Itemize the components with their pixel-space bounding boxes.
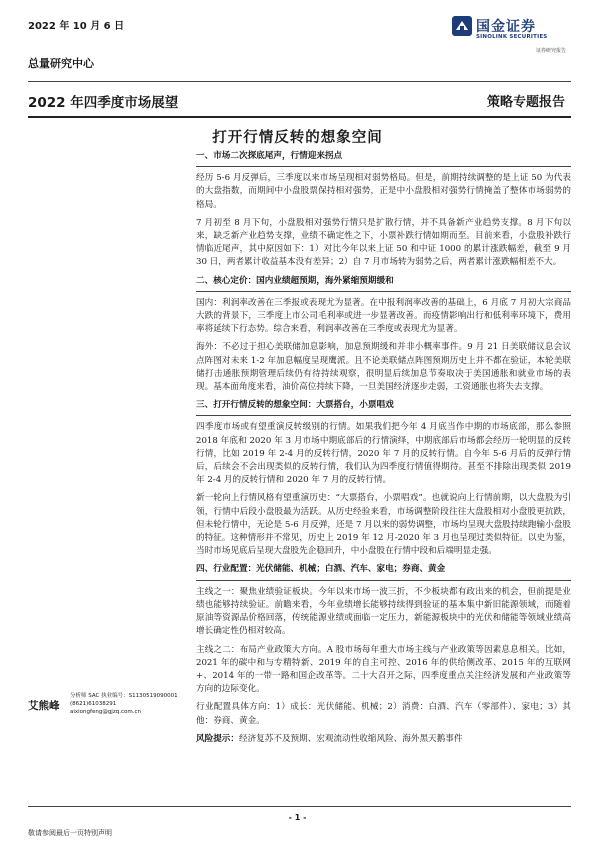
page-number: - 1 - bbox=[288, 813, 307, 822]
paragraph: 主线之一：聚焦业绩验证板块。今年以来市场一波三折，不少板块都有政出来的机会，但前提是业绩也能够持续验证。前瞻来看，今年业绩增长能够持续得到验证的基本集中新旧能源领域，而随着原油等资源品价格回落，传统能源业绩或面临一定压力，新能源板块中的光伏和储能等领域业绩高增长确定性仍相对较高。 bbox=[196, 586, 571, 637]
report-subtitle: 打开行情反转的想象空间 bbox=[212, 129, 383, 146]
footer-rule bbox=[28, 806, 571, 807]
analyst-credentials bbox=[70, 692, 190, 716]
paragraph: 行业配置具体方向：1）成长：光伏储能、机械；2）消费：白酒、汽车（零部件）、家电；3）其他：券商、黄金。 bbox=[196, 702, 571, 726]
report-type: 策略专题报告 bbox=[486, 95, 565, 110]
section-heading: 三、打开行情反转的想象空间：大票搭台，小票唱戏 bbox=[196, 399, 571, 416]
disclaimer: 敬请参阅最后一页特别声明 bbox=[28, 829, 112, 837]
report-date: 2022 年 10 月 6 日 bbox=[28, 21, 125, 32]
company-logo bbox=[452, 15, 580, 60]
paragraph: 海外：不必过于担心美联储加息影响，加息预期缓和并非小概率事件。9 月 21 日美联储议息会议点阵图对未来 1-2 年加息幅度呈现鹰派。且不论美联储点阵图预期历史上并不都在验证，本轮美联储打击通胀预期管理后续仍有待持续观察，很明显后续加息节奏取决于美国通胀和就业市场的表现。基本面角度来看，油价高位持续下降，一旦美国经济逐步走弱，工资通胀也将失去支撑。 bbox=[196, 342, 571, 393]
header-rule-top bbox=[28, 81, 571, 82]
logo-en: SINOLINK SECURITIES bbox=[476, 34, 548, 40]
risk-warning bbox=[196, 733, 571, 746]
logo-cn: 国金证券 bbox=[476, 19, 536, 35]
section-heading: 二、核心定价：国内业绩超预期，海外紧缩预期缓和 bbox=[196, 275, 571, 292]
section-heading: 一、市场二次探底尾声，行情迎来拐点 bbox=[196, 150, 571, 167]
analyst-email: aixiongfeng@gjzq.com.cn bbox=[70, 709, 141, 715]
department: 总量研究中心 bbox=[28, 57, 94, 70]
analyst-sac: 分析师 SAC 执业编号：S1130519090001 bbox=[70, 693, 178, 699]
paragraph: 四季度市场或有望重演反转级别的行情。如果我们把今年 4 月底当作中期的市场底部，那么参照 2018 年底和 2020 年 3 月市场中期底部后的行情演绎，中期底部后市场都会经历一轮明显的反转行情，比如 2019 年 2-4 月的反转行情，2020 年 7 月的反转行情。自今年 5-6 月后的反弹行情后，后续会不会出现类似的反转行情，我们认为四季度行情值得期待。甚至不排除出现类似 2019 年 2-4 月的反转行情和 2020 年 7 月的反转行情。 bbox=[196, 422, 571, 486]
section-heading: 四、行业配置：光伏储能、机械；白酒、汽车、家电；券商、黄金 bbox=[196, 563, 571, 580]
header-rule-bottom bbox=[28, 116, 571, 118]
logo-sub: 证券研究报告 bbox=[536, 48, 567, 54]
paragraph: 主线之二：布局产业政策大方向。A 股市场每年重大市场主线与产业政策等因素息息相关。比如，2021 年的碳中和与专精特新、2019 年的自主可控、2016 年的供给侧改革、2015 年的互联网+、2014 年的一带一路和国企改革等。二十大召开之际，四季度重点关注经济发展和产业政策等方向的边际变化。 bbox=[196, 644, 571, 695]
sinolink-logo-icon bbox=[452, 16, 472, 36]
report-title: 2022 年四季度市场展望 bbox=[28, 95, 179, 111]
paragraph: 国内：利润率改善在三季报或表现尤为显著。在中报利润率改善的基础上，6 月底 7 月初大宗商品大跌的背景下，三季度上市公司毛利率或进一步显著改善。而疫情影响出行和低利率环境下，费用率将延续下行态势。综合来看，利润率改善在三季度或表现尤为显著。 bbox=[196, 297, 571, 335]
paragraph: 新一轮向上行情风格有望重演历史：“大票搭台，小票唱戏”。也就说向上行情前期，以大盘股为引领，行情中后段小盘股最为活跃。从历史经验来看，市场调整阶段往往大盘股相对小盘股更抗跌，但未轮行情中，无论是 5-6 月反弹，还是 7 月以来的弱势调整，市场均呈现大盘股持续跑输小盘股的特征。这种情形并不常见，历史上 2019 年 12 月-2020 年 3 月也呈现过类似特征。以史为鉴，当时市场见底后呈现大盘股先企稳回升，中小盘股在行情中段和后端明显走强。 bbox=[196, 493, 571, 557]
paragraph: 7 月初至 8 月下旬，小盘股相对强势行情只是扩散行情，并不具备新产业趋势支撑。8 月下旬以来，缺乏新产业趋势支撑，业绩不确定性之下，小票补跌行情如期而至。目前来看，小盘股补跌行情临近尾声，其中原因如下：1）对比今年以来上证 50 和中证 1000 的累计涨跌幅差，截至 9 月 30 日，两者累计收益基本没有差异；2）自 7 月市场转为弱势之后，两者累计涨跌幅相差不大。 bbox=[196, 217, 571, 268]
risk-label: 风险提示： bbox=[196, 733, 239, 744]
analyst-name: 艾熊峰 bbox=[28, 700, 60, 712]
report-body bbox=[196, 150, 571, 751]
paragraph: 经历 5-6 月反弹后，三季度以来市场呈现相对弱势格局。但是，前期持续调整的是上证 50 为代表的大盘指数，而期间中小盘股票保持相对强势，正是中小盘股相对强势行情掩盖了整体市场弱势的格局。 bbox=[196, 173, 571, 210]
analyst-phone: (8621)61038291 bbox=[70, 701, 117, 707]
risk-text: 经济复苏不及预期、宏观流动性收缩风险、海外黑天鹅事件 bbox=[238, 733, 463, 744]
